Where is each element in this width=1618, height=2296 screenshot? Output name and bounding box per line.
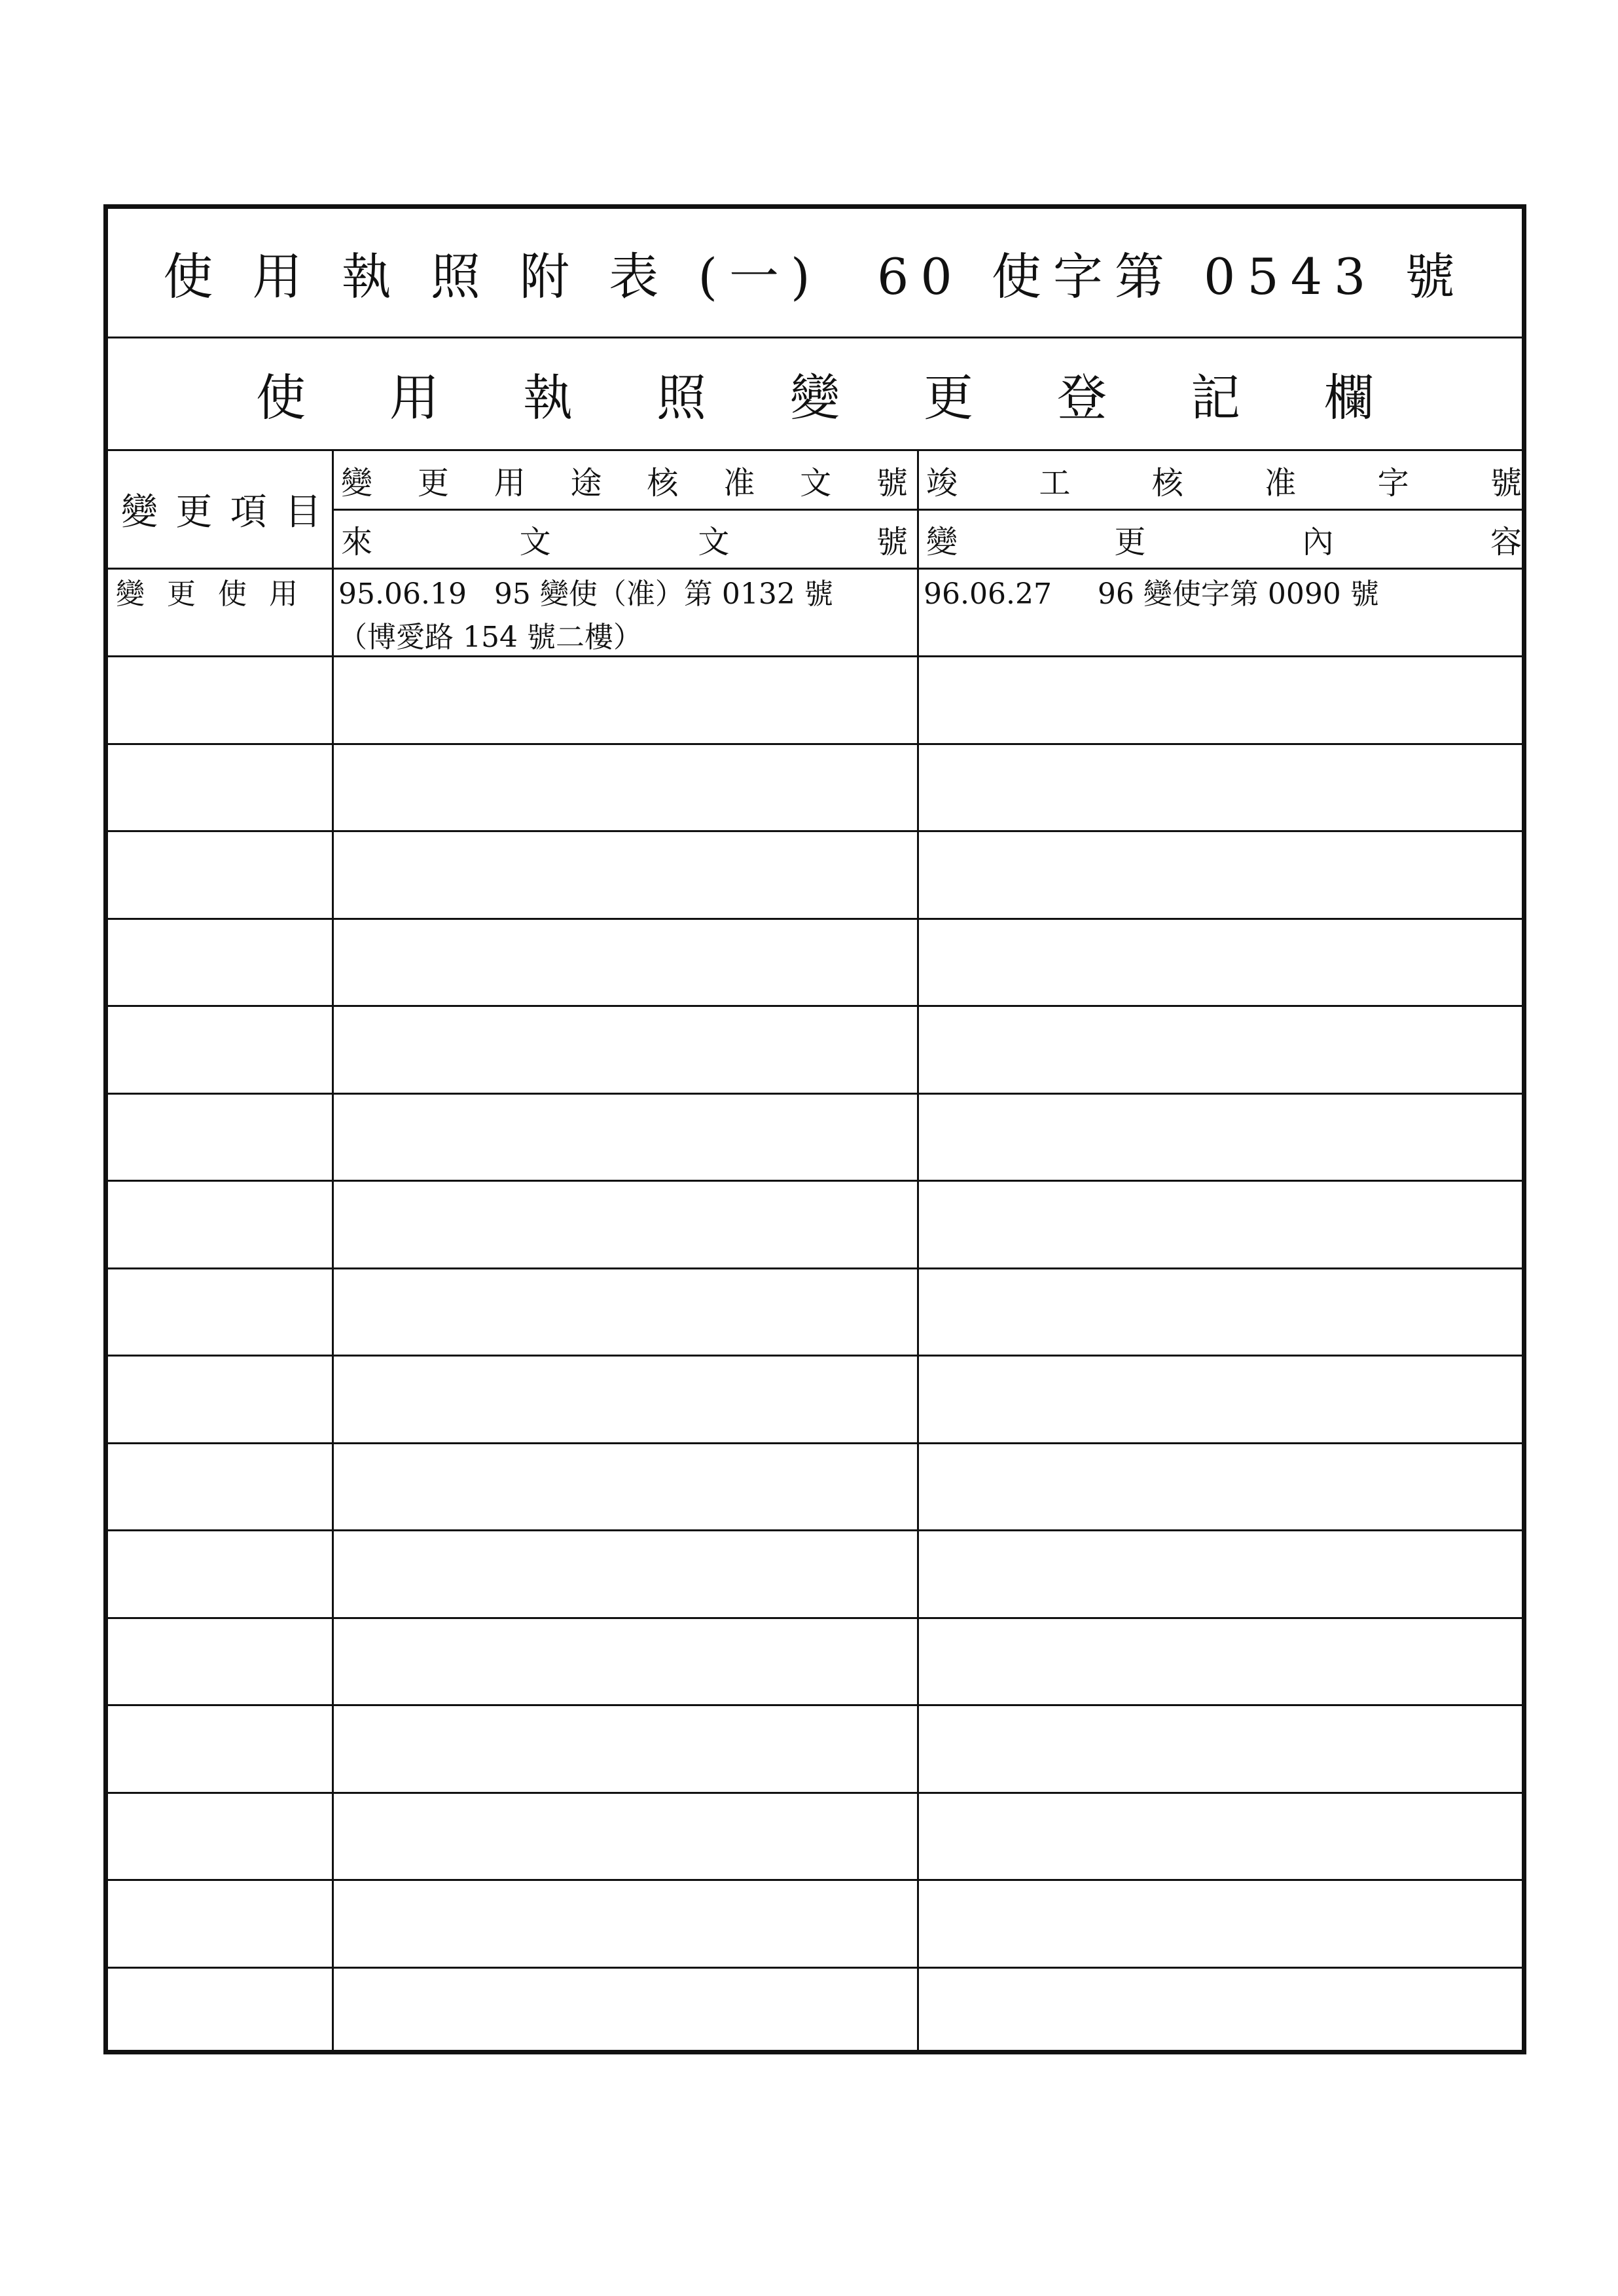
- header-char: 更: [1114, 523, 1146, 560]
- header-char: 變: [121, 491, 158, 534]
- header-char: 變: [926, 523, 958, 560]
- header-approval-number: [341, 452, 908, 507]
- header-char: 字: [1377, 464, 1409, 501]
- header-change-item: [121, 451, 321, 568]
- header-char: 變: [341, 464, 373, 501]
- header-char: 文: [698, 523, 730, 560]
- row-divider: [108, 918, 1522, 920]
- header-char: 用: [494, 464, 526, 501]
- row-divider: [108, 1267, 1522, 1269]
- header-char: 容: [1490, 523, 1522, 560]
- row-divider: [108, 1355, 1522, 1357]
- row-divider: [108, 1879, 1522, 1881]
- row-divider: [108, 1442, 1522, 1444]
- header-char: 准: [1265, 464, 1297, 501]
- header-char: 竣: [926, 464, 958, 501]
- permit-table: [103, 204, 1526, 2054]
- row-divider: [108, 1529, 1522, 1531]
- header-char: 項: [230, 491, 267, 534]
- header-char: 內: [1302, 523, 1334, 560]
- column-divider-1: [332, 451, 334, 2050]
- record-address-note: （博愛路 154 號二樓）: [338, 621, 642, 654]
- row-divider: [108, 1967, 1522, 1969]
- header-char: 文: [800, 464, 832, 501]
- section-title: 使用執照變更登記欄: [256, 369, 1458, 427]
- row-divider: [108, 1617, 1522, 1619]
- record-completion-number: 96.06.27 96 變使字第 0090 號: [924, 577, 1379, 611]
- header-bottom-line: [108, 568, 1522, 570]
- header-char: 號: [876, 523, 908, 560]
- row-divider: [108, 743, 1522, 745]
- row-divider: [108, 1704, 1522, 1706]
- header-char: 來: [341, 523, 373, 560]
- row-divider: [108, 655, 1522, 657]
- header-char: 核: [1151, 464, 1183, 501]
- row-divider: [108, 1005, 1522, 1007]
- header-incoming-number: [341, 511, 908, 566]
- record-item: 變 更 使 用: [116, 577, 304, 611]
- column-divider-2: [917, 451, 919, 2050]
- header-char: 更: [175, 491, 213, 534]
- header-char: 工: [1039, 464, 1071, 501]
- row-divider: [108, 1180, 1522, 1182]
- header-completion-number: [926, 452, 1522, 507]
- title-row: [108, 209, 1522, 338]
- header-char: 途: [570, 464, 602, 501]
- header-char: 核: [647, 464, 679, 501]
- record-approval-number: 95.06.19 95 變使（准）第 0132 號: [338, 577, 833, 611]
- header-char: 准: [723, 464, 755, 501]
- row-divider: [108, 1792, 1522, 1794]
- header-char: 號: [876, 464, 908, 501]
- row-divider: [108, 830, 1522, 832]
- header-split-line: [332, 509, 1522, 511]
- header-char: 文: [519, 523, 551, 560]
- header-char: 目: [284, 491, 321, 534]
- header-change-content: [926, 511, 1522, 566]
- header-char: 更: [417, 464, 449, 501]
- header-char: 號: [1490, 464, 1522, 501]
- subtitle-row: [108, 338, 1522, 451]
- row-divider: [108, 1093, 1522, 1095]
- page-title: 使 用 執 照 附 表 (一) 60 使字第 0543 號: [163, 247, 1467, 306]
